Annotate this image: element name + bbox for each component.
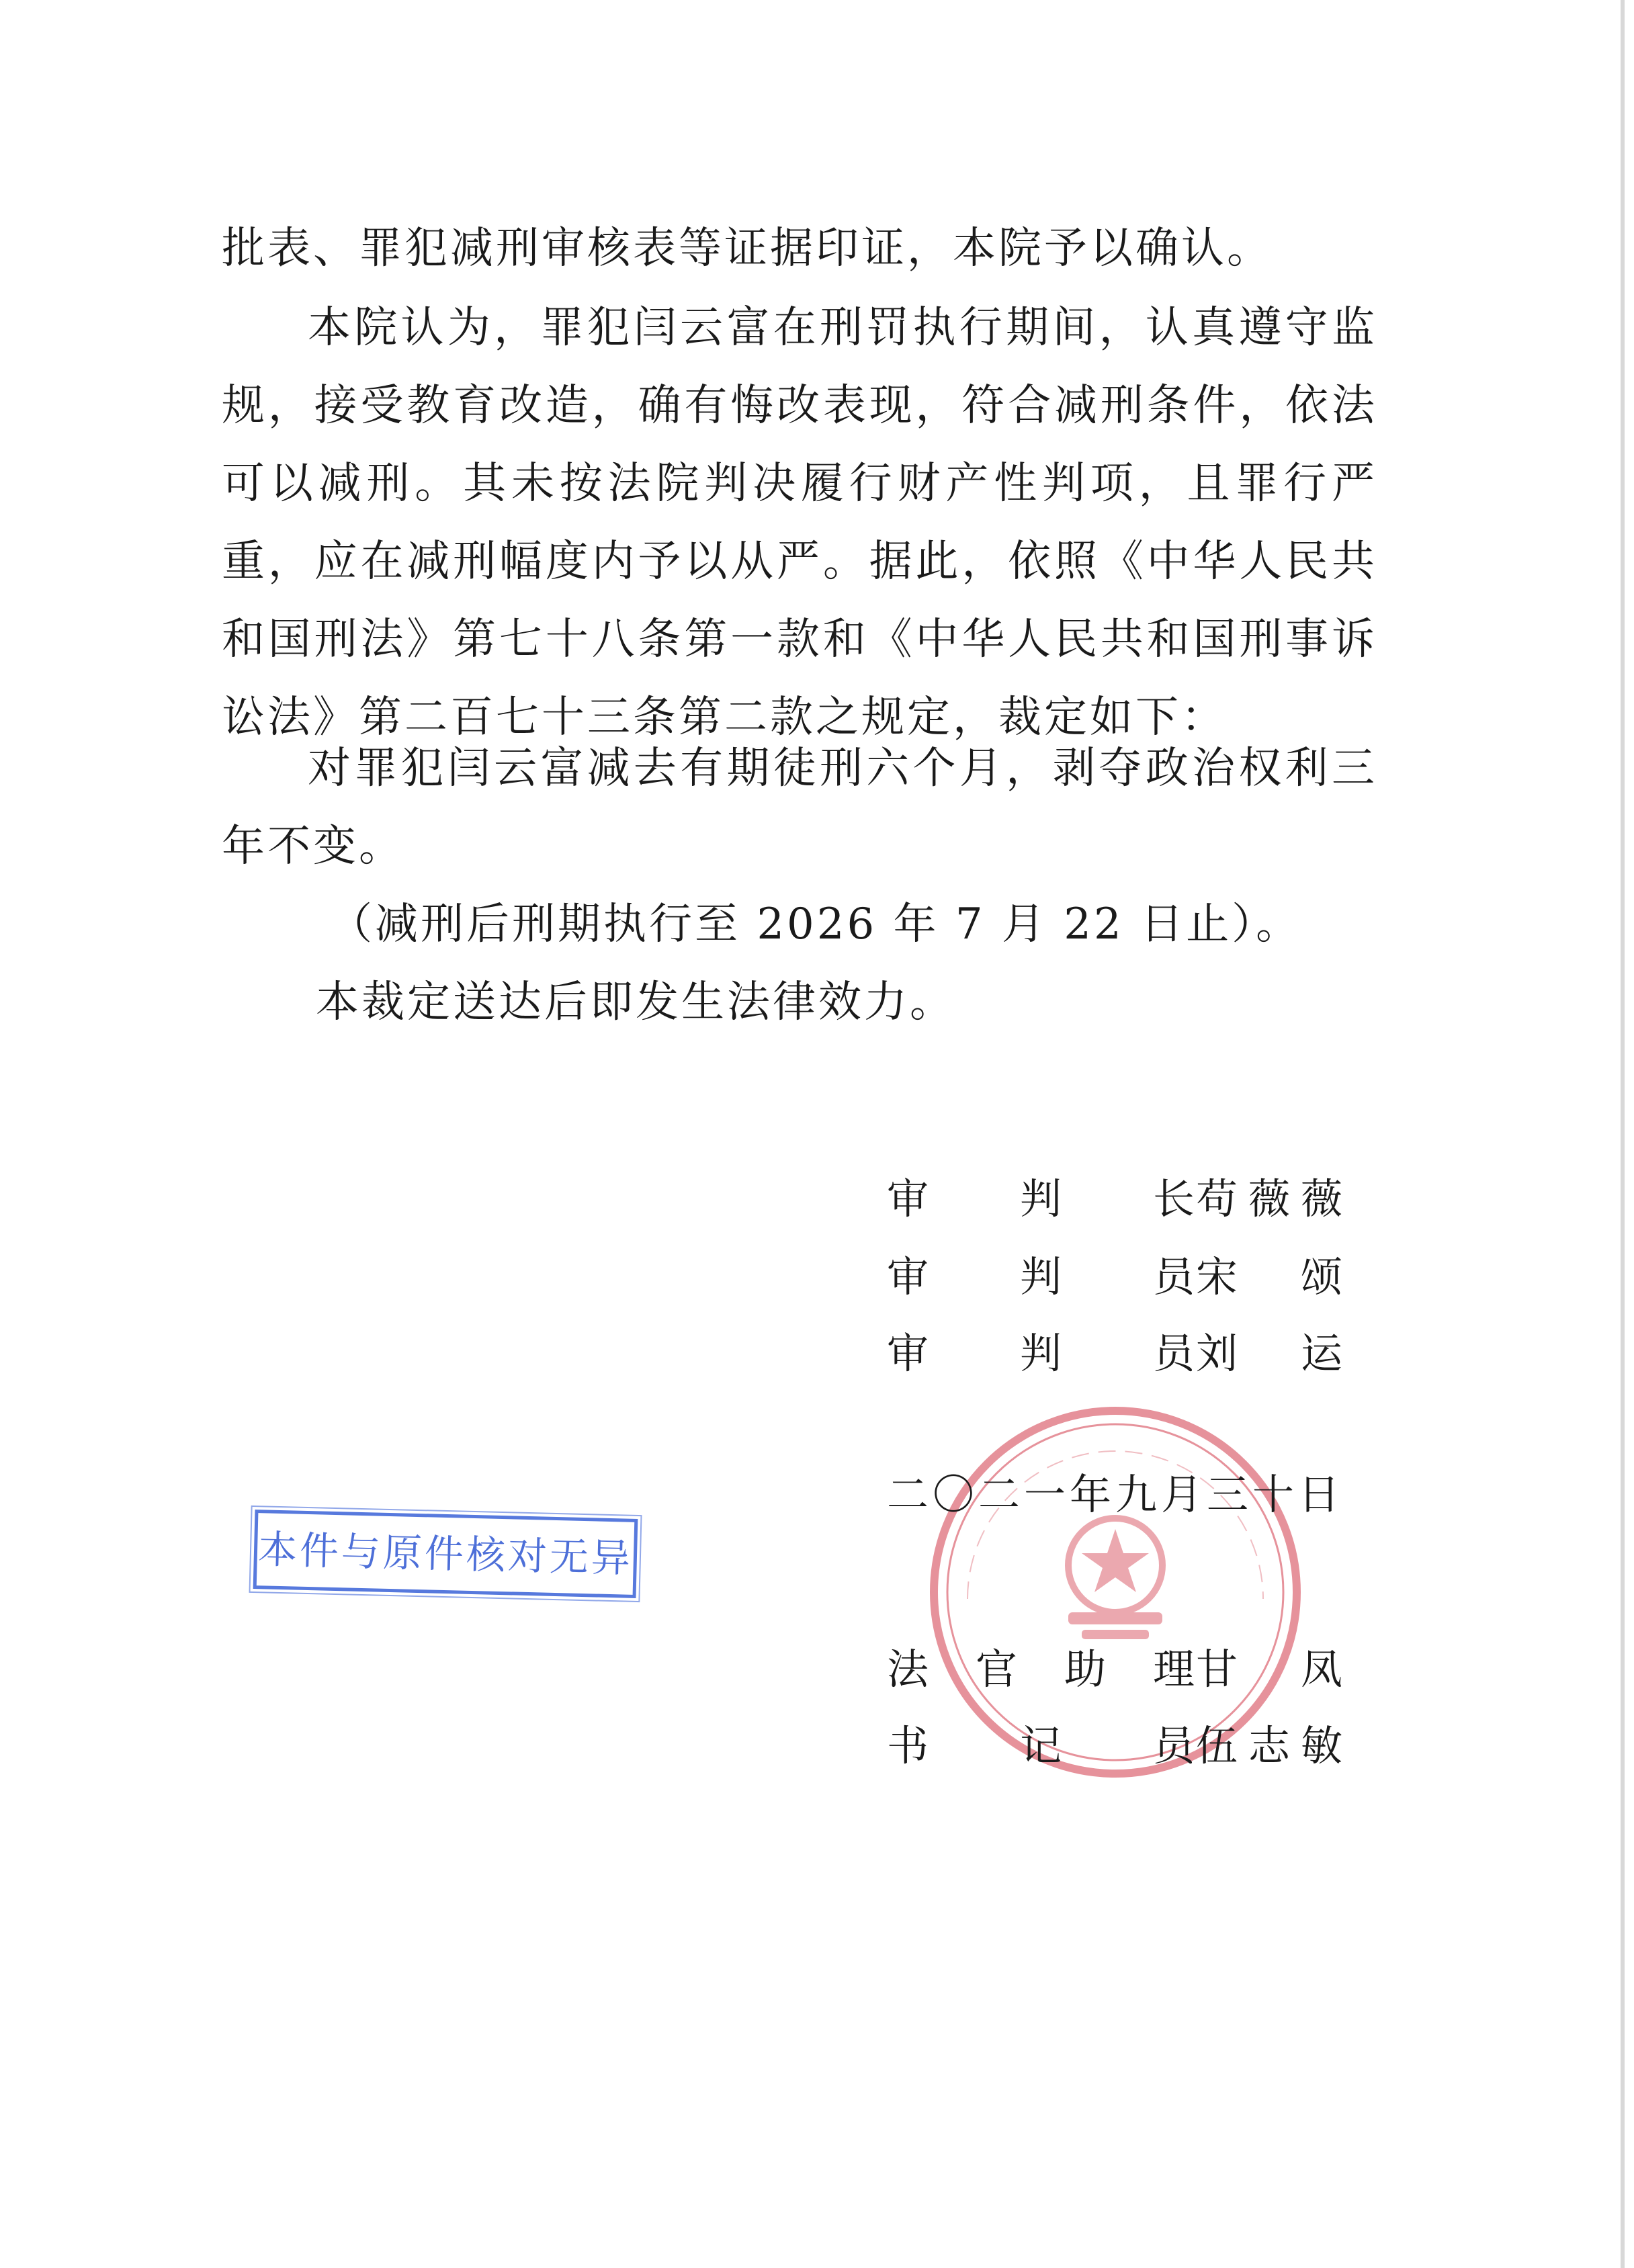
signature-name: 苟 薇 薇 [1196,1174,1344,1223]
signature-judge-1 [887,1247,1344,1307]
signature-role: 书 记 员 [887,1721,1196,1770]
paragraph-evidence: 批表、罪犯减刑审核表等证据印证，本院予以确认。 [222,224,1273,273]
signature-name: 宋 颂 [1196,1252,1344,1301]
signature-clerk [887,1716,1344,1776]
ruling-date [887,1465,1344,1525]
signature-name: 甘 凤 [1196,1645,1344,1694]
signature-role: 审 判 员 [887,1329,1196,1378]
paragraph-ruling: 对罪犯闫云富减去有期徒刑六个月，剥夺政治权利三年不变。 [222,744,1377,871]
signature-presiding-judge [887,1169,1344,1229]
signature-name: 伍 志 敏 [1196,1721,1344,1770]
verification-stamp: 本件与原件核对无异 [253,1510,638,1598]
scan-edge [1621,0,1625,2268]
signature-role: 审 判 员 [887,1252,1196,1301]
signature-judge-2 [887,1323,1344,1384]
paragraph-court-opinion: 本院认为，罪犯闫云富在刑罚执行期间，认真遵守监规，接受教育改造，确有悔改表现，符合减刑条件，依法可以减刑。其未按法院判决履行财产性判项，且罪行严重，应在减刑幅度内予以从严。据此，依照《中华人民共和国刑法》第七十八条第一款和《中华人民共和国刑事诉讼法》第二百七十三条第二款之规定，裁定如下： [222,303,1377,742]
signature-role: 法 官 助 理 [887,1645,1196,1694]
paragraph-legal-effect: 本裁定送达后即发生法律效力。 [316,977,955,1027]
signature-name: 刘 运 [1196,1329,1344,1378]
paragraph-sentence-term: （减刑后刑期执行至 2026 年 7 月 22 日止）。 [329,900,1302,949]
signature-judge-assistant [887,1639,1344,1700]
ruling-date-text: 二〇二一年九月三十日 [887,1470,1344,1519]
signature-role: 审 判 长 [887,1174,1196,1223]
